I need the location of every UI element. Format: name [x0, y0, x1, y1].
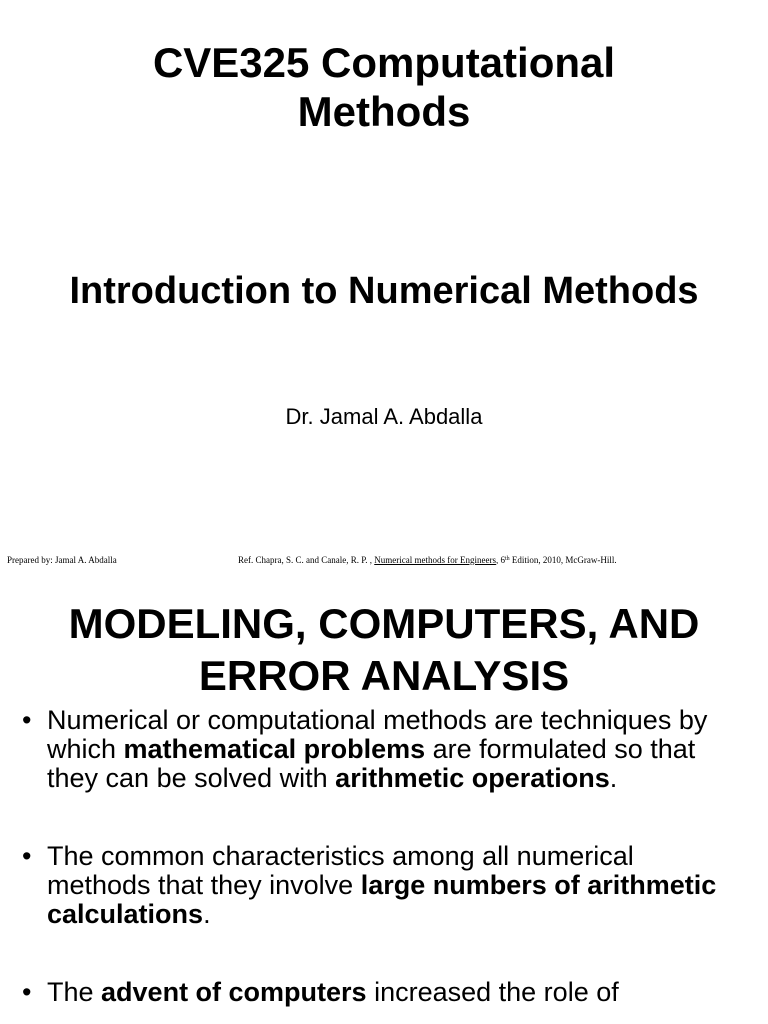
- bullet-item: [20, 842, 730, 929]
- bullet-bold-text: large numbers of arithmetic calculations: [47, 870, 717, 929]
- bullet-text: .: [203, 899, 211, 929]
- lecture-subtitle: Introduction to Numerical Methods: [69, 270, 699, 312]
- bullet-text: The: [47, 977, 102, 1007]
- footer-ref-book: Numerical methods for Engineers: [374, 555, 496, 565]
- footer-prepared-by: Prepared by: Jamal A. Abdalla: [7, 555, 117, 565]
- content-slide: [0, 576, 768, 1024]
- bullet-item: [20, 706, 730, 793]
- bullet-bold-text: advent of computers: [101, 977, 367, 1007]
- footer-ref-prefix: Ref. Chapra, S. C. and Canale, R. P. ,: [238, 555, 372, 565]
- footer-ref-suffix: Edition, 2010, McGraw-Hill.: [511, 555, 617, 565]
- section-title: MODELING, COMPUTERS, AND ERROR ANALYSIS: [68, 600, 700, 699]
- bullet-item: [20, 978, 730, 1007]
- bullet-text: .: [609, 763, 618, 793]
- author-name: Dr. Jamal A. Abdalla: [285, 404, 483, 429]
- bullet-bold-text: mathematical problems: [123, 734, 426, 764]
- course-title: CVE325 Computational Methods: [152, 39, 616, 135]
- bullet-bold-text: arithmetic operations: [335, 763, 610, 793]
- footer-reference: [238, 555, 617, 566]
- footer-ref-edition-sup: th: [504, 556, 510, 562]
- bullet-text: Numerical or computational methods are techniques by which: [47, 705, 708, 764]
- bullet-list: [20, 706, 730, 1024]
- bullet-text: The common characteristics among all numerical methods that they involve: [47, 841, 634, 900]
- bullet-text: increased the role of: [366, 977, 619, 1007]
- bullet-text: are formulated so that they can be solved with: [47, 734, 696, 793]
- footer-ref-edition: , 6: [495, 555, 505, 565]
